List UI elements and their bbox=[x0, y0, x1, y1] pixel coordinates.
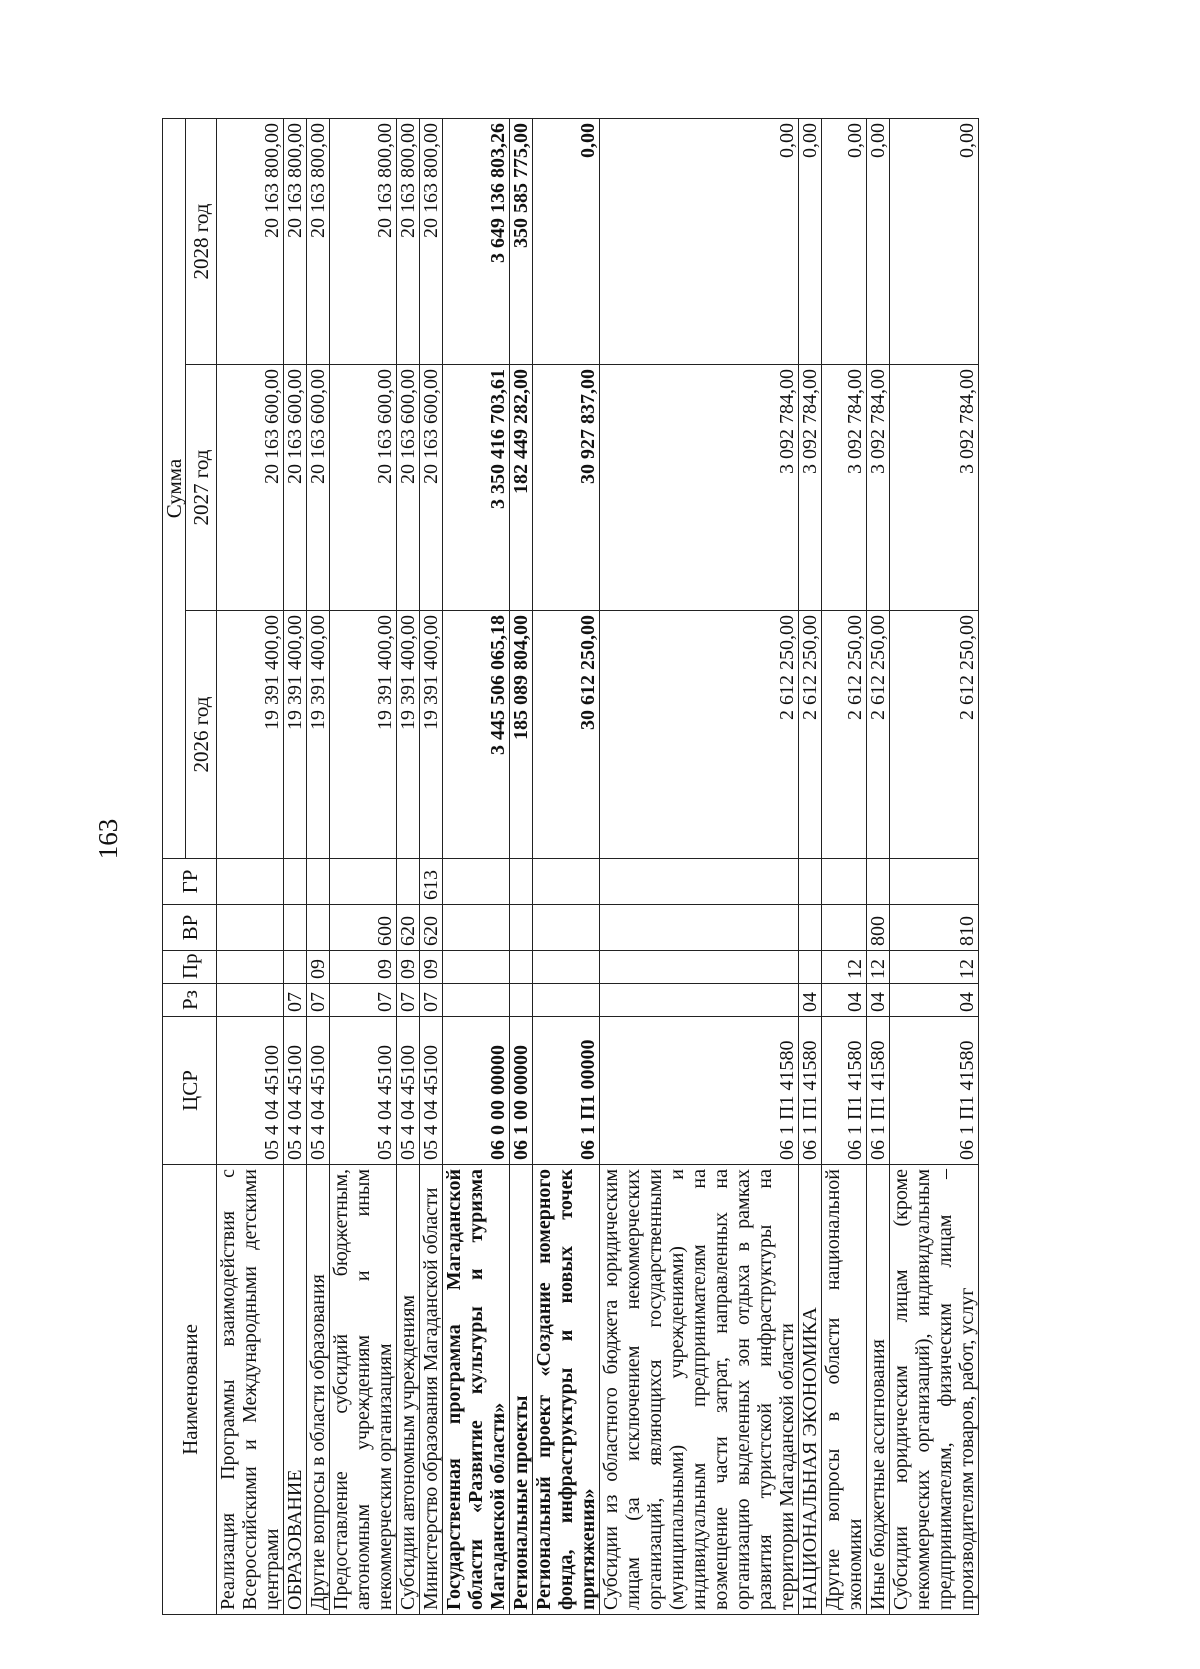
row-amount-2027: 30 927 837,00 bbox=[533, 365, 600, 611]
row-amount-2027: 3 350 416 703,61 bbox=[443, 365, 510, 611]
row-amount-2026: 30 612 250,00 bbox=[533, 611, 600, 859]
row-vr bbox=[533, 905, 600, 951]
row-gr bbox=[217, 859, 284, 905]
row-amount-2026: 2 612 250,00 bbox=[822, 611, 867, 859]
row-csr: 06 0 00 00000 bbox=[443, 1017, 510, 1165]
table-row bbox=[533, 118, 600, 1614]
row-pr: 12 bbox=[822, 951, 867, 984]
row-name: Субсидии юридическим лицам (кроме некоммерческих организаций), индивидуальным предпринимателям, физическим лицам – производителям товаров, работ, услуг bbox=[890, 1165, 979, 1615]
row-name: Региональные проекты bbox=[510, 1165, 533, 1615]
row-vr bbox=[284, 905, 307, 951]
row-pr bbox=[217, 951, 284, 984]
row-name: Субсидии автономным учреждениям bbox=[397, 1165, 420, 1615]
table-row bbox=[799, 118, 822, 1614]
row-csr: 06 1 П1 41580 bbox=[600, 1017, 799, 1165]
row-amount-2026: 2 612 250,00 bbox=[799, 611, 822, 859]
row-amount-2026: 19 391 400,00 bbox=[330, 611, 397, 859]
row-pr bbox=[600, 951, 799, 984]
row-amount-2027: 3 092 784,00 bbox=[867, 365, 890, 611]
table-row bbox=[397, 118, 420, 1614]
row-gr bbox=[330, 859, 397, 905]
row-amount-2028: 20 163 800,00 bbox=[330, 118, 397, 364]
row-amount-2027: 3 092 784,00 bbox=[600, 365, 799, 611]
row-amount-2027: 182 449 282,00 bbox=[510, 365, 533, 611]
row-amount-2026: 19 391 400,00 bbox=[307, 611, 330, 859]
row-amount-2026: 2 612 250,00 bbox=[600, 611, 799, 859]
header-rz: Рз bbox=[163, 984, 217, 1017]
row-pr: 09 bbox=[307, 951, 330, 984]
row-amount-2026: 2 612 250,00 bbox=[867, 611, 890, 859]
row-pr: 12 bbox=[867, 951, 890, 984]
row-amount-2028: 0,00 bbox=[822, 118, 867, 364]
row-amount-2028: 0,00 bbox=[799, 118, 822, 364]
budget-table bbox=[162, 118, 979, 1615]
row-amount-2028: 20 163 800,00 bbox=[217, 118, 284, 364]
row-amount-2028: 0,00 bbox=[867, 118, 890, 364]
row-name: Государственная программа Магаданской области «Развитие культуры и туризма Магаданской области» bbox=[443, 1165, 510, 1615]
row-name: Субсидии из областного бюджета юридическим лицам (за исключением некоммерческих организаций, являющихся государственными (муниципальными) учреждениями) и индивидуальным предпринимателям на возмещение части затрат, направленных на организацию выделенных зон отдыха в рамках развития туристской инфраструктуры на территории Магаданской области bbox=[600, 1165, 799, 1615]
row-amount-2028: 20 163 800,00 bbox=[307, 118, 330, 364]
row-amount-2028: 350 585 775,00 bbox=[510, 118, 533, 364]
row-vr bbox=[307, 905, 330, 951]
row-amount-2028: 20 163 800,00 bbox=[284, 118, 307, 364]
row-name: Другие вопросы в области образования bbox=[307, 1165, 330, 1615]
row-rz: 04 bbox=[799, 984, 822, 1017]
row-amount-2027: 20 163 600,00 bbox=[307, 365, 330, 611]
row-pr: 09 bbox=[397, 951, 420, 984]
row-vr: 810 bbox=[890, 905, 979, 951]
row-rz bbox=[533, 984, 600, 1017]
header-vr: ВР bbox=[163, 905, 217, 951]
row-amount-2028: 0,00 bbox=[600, 118, 799, 364]
row-vr bbox=[510, 905, 533, 951]
row-rz: 04 bbox=[822, 984, 867, 1017]
row-gr bbox=[600, 859, 799, 905]
row-gr bbox=[799, 859, 822, 905]
row-pr bbox=[443, 951, 510, 984]
table-row bbox=[600, 118, 799, 1614]
row-gr bbox=[284, 859, 307, 905]
header-name: Наименование bbox=[163, 1165, 217, 1615]
row-amount-2027: 3 092 784,00 bbox=[822, 365, 867, 611]
row-rz bbox=[217, 984, 284, 1017]
row-name: Реализация Программы взаимодействия с Всероссийскими и Международными детскими центрами bbox=[217, 1165, 284, 1615]
row-rz: 04 bbox=[867, 984, 890, 1017]
header-sum: Сумма bbox=[163, 118, 186, 858]
header-2028: 2028 год bbox=[186, 118, 217, 364]
header-2026: 2026 год bbox=[186, 611, 217, 859]
row-amount-2027: 20 163 600,00 bbox=[284, 365, 307, 611]
row-csr: 05 4 04 45100 bbox=[397, 1017, 420, 1165]
row-name: ОБРАЗОВАНИЕ bbox=[284, 1165, 307, 1615]
row-vr: 620 bbox=[397, 905, 420, 951]
row-rz bbox=[510, 984, 533, 1017]
row-amount-2028: 0,00 bbox=[890, 118, 979, 364]
row-rz bbox=[600, 984, 799, 1017]
row-csr: 06 1 П1 41580 bbox=[890, 1017, 979, 1165]
row-gr bbox=[397, 859, 420, 905]
row-amount-2026: 19 391 400,00 bbox=[284, 611, 307, 859]
row-gr bbox=[890, 859, 979, 905]
row-vr bbox=[443, 905, 510, 951]
row-pr: 09 bbox=[420, 951, 443, 984]
row-vr: 600 bbox=[330, 905, 397, 951]
row-name: Другие вопросы в области национальной экономики bbox=[822, 1165, 867, 1615]
row-gr: 613 bbox=[420, 859, 443, 905]
row-csr: 05 4 04 45100 bbox=[284, 1017, 307, 1165]
budget-sheet bbox=[162, 119, 1045, 1615]
row-amount-2028: 0,00 bbox=[533, 118, 600, 364]
header-gr: ГР bbox=[163, 859, 217, 905]
row-csr: 06 1 П1 41580 bbox=[867, 1017, 890, 1165]
row-amount-2027: 3 092 784,00 bbox=[890, 365, 979, 611]
row-csr: 05 4 04 45100 bbox=[307, 1017, 330, 1165]
row-rz: 07 bbox=[307, 984, 330, 1017]
row-amount-2026: 3 445 506 065,18 bbox=[443, 611, 510, 859]
row-gr bbox=[867, 859, 890, 905]
row-name: Иные бюджетные ассигнования bbox=[867, 1165, 890, 1615]
row-amount-2027: 20 163 600,00 bbox=[330, 365, 397, 611]
table-row bbox=[330, 118, 397, 1614]
table-row bbox=[307, 118, 330, 1614]
row-csr: 06 1 П1 41580 bbox=[822, 1017, 867, 1165]
row-csr: 05 4 04 45100 bbox=[330, 1017, 397, 1165]
row-vr: 620 bbox=[420, 905, 443, 951]
row-amount-2028: 3 649 136 803,26 bbox=[443, 118, 510, 364]
row-gr bbox=[510, 859, 533, 905]
row-amount-2026: 19 391 400,00 bbox=[397, 611, 420, 859]
row-amount-2026: 185 089 804,00 bbox=[510, 611, 533, 859]
row-vr bbox=[600, 905, 799, 951]
row-csr: 05 4 04 45100 bbox=[420, 1017, 443, 1165]
row-amount-2026: 2 612 250,00 bbox=[890, 611, 979, 859]
table-row bbox=[822, 118, 867, 1614]
table-row bbox=[217, 118, 284, 1614]
row-vr bbox=[799, 905, 822, 951]
header-pr: Пр bbox=[163, 951, 217, 984]
row-amount-2027: 20 163 600,00 bbox=[420, 365, 443, 611]
table-row bbox=[510, 118, 533, 1614]
row-rz: 07 bbox=[420, 984, 443, 1017]
row-rz bbox=[443, 984, 510, 1017]
row-csr: 05 4 04 45100 bbox=[217, 1017, 284, 1165]
row-amount-2028: 20 163 800,00 bbox=[397, 118, 420, 364]
header-2027: 2027 год bbox=[186, 365, 217, 611]
row-name: Предоставление субсидий бюджетным, автономным учреждениям и иным некоммерческим организациям bbox=[330, 1165, 397, 1615]
row-name: Региональный проект «Создание номерного фонда, инфраструктуры и новых точек притяжения» bbox=[533, 1165, 600, 1615]
row-csr: 06 1 00 00000 bbox=[510, 1017, 533, 1165]
row-vr bbox=[217, 905, 284, 951]
header-csr: ЦСР bbox=[163, 1017, 217, 1165]
row-csr: 06 1 П1 41580 bbox=[799, 1017, 822, 1165]
row-amount-2026: 19 391 400,00 bbox=[217, 611, 284, 859]
row-name: НАЦИОНАЛЬНАЯ ЭКОНОМИКА bbox=[799, 1165, 822, 1615]
row-vr bbox=[822, 905, 867, 951]
row-rz: 07 bbox=[284, 984, 307, 1017]
row-gr bbox=[533, 859, 600, 905]
table-row bbox=[890, 118, 979, 1614]
row-rz: 07 bbox=[330, 984, 397, 1017]
row-pr bbox=[510, 951, 533, 984]
row-gr bbox=[822, 859, 867, 905]
row-name: Министерство образования Магаданской области bbox=[420, 1165, 443, 1615]
row-amount-2027: 20 163 600,00 bbox=[397, 365, 420, 611]
row-pr: 09 bbox=[330, 951, 397, 984]
row-amount-2027: 20 163 600,00 bbox=[217, 365, 284, 611]
row-gr bbox=[307, 859, 330, 905]
table-row bbox=[420, 118, 443, 1614]
table-row bbox=[443, 118, 510, 1614]
page-number: 163 bbox=[93, 818, 123, 860]
row-amount-2027: 3 092 784,00 bbox=[799, 365, 822, 611]
table-row bbox=[867, 118, 890, 1614]
row-gr bbox=[443, 859, 510, 905]
row-pr bbox=[533, 951, 600, 984]
row-amount-2028: 20 163 800,00 bbox=[420, 118, 443, 364]
row-pr bbox=[284, 951, 307, 984]
row-amount-2026: 19 391 400,00 bbox=[420, 611, 443, 859]
row-rz: 07 bbox=[397, 984, 420, 1017]
table-body bbox=[217, 118, 979, 1614]
table-row bbox=[284, 118, 307, 1614]
row-pr bbox=[799, 951, 822, 984]
row-pr: 12 bbox=[890, 951, 979, 984]
row-csr: 06 1 П1 00000 bbox=[533, 1017, 600, 1165]
row-rz: 04 bbox=[890, 984, 979, 1017]
row-vr: 800 bbox=[867, 905, 890, 951]
